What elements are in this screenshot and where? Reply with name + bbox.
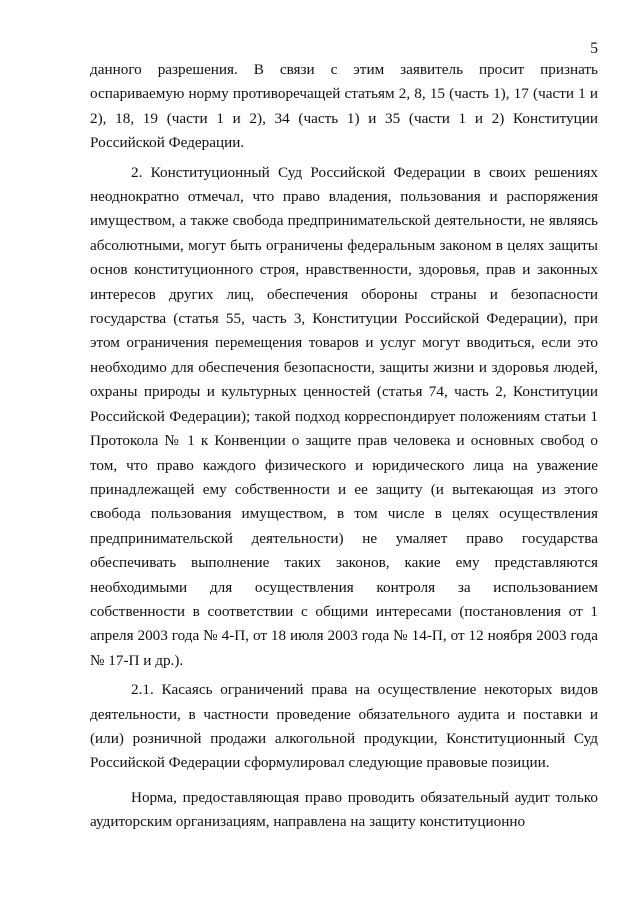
- paragraph-section-2: 2. Конституционный Суд Российской Федерации в своих решениях неоднократно отмечал, что право владения, пользования и распоряжения имуществом, а также свобода предпринимательской деятельности, не являясь абсолютными, могут быть ограничены федеральным законом в целях защиты основ конституционного строя, нравственности, здоровья, прав и законных интересов других лиц, обеспечения обороны страны и безопасности государства (статья 55, часть 3, Конституции Российской Федерации), при этом ограничения перемещения товаров и услуг могут вводиться, если это необходимо для обеспечения безопасности, защиты жизни и здоровья людей, охраны природы и культурных ценностей (статья 74, часть 2, Конституции Российской Федерации); такой подход корреспондирует положениям статьи 1 Протокола № 1 к Конвенции о защите прав человека и основных свобод о том, что право каждого физического и юридического лица на уважение принадлежащей ему собственности и ее защиту (и вытекающая из этого свобода пользования имуществом, в том числе в целях осуществления предпринимательской деятельности) не умаляет право государства обеспечивать выполнение таких законов, какие ему представляются необходимыми для осуществления контроля за использованием собственности в соответствии с общими интересами (постановления от 1 апреля 2003 года № 4-П, от 18 июля 2003 года № 14-П, от 12 ноября 2003 года № 17-П и др.).: [90, 163, 598, 669]
- paragraph-section-2-1: 2.1. Касаясь ограничений права на осуществление некоторых видов деятельности, в частности проведение обязательного аудита и поставки и (или) розничной продажи алкогольной продукции, Конституционный Суд Российской Федерации сформулировал следующие правовые позиции.: [90, 681, 598, 772]
- page-number: 5: [590, 40, 598, 57]
- document-body: [90, 58, 598, 835]
- paragraph-continuation: данного разрешения. В связи с этим заявитель просит признать оспариваемую норму противоречащей статьям 2, 8, 15 (часть 1), 17 (части 1 и 2), 18, 19 (части 1 и 2), 34 (часть 1) и 35 (части 1 и 2) Конституции Российской Федерации.: [90, 61, 598, 152]
- paragraph-audit-norm: Норма, предоставляющая право проводить обязательный аудит только аудиторским организациям, направлена на защиту конституционно: [90, 788, 598, 831]
